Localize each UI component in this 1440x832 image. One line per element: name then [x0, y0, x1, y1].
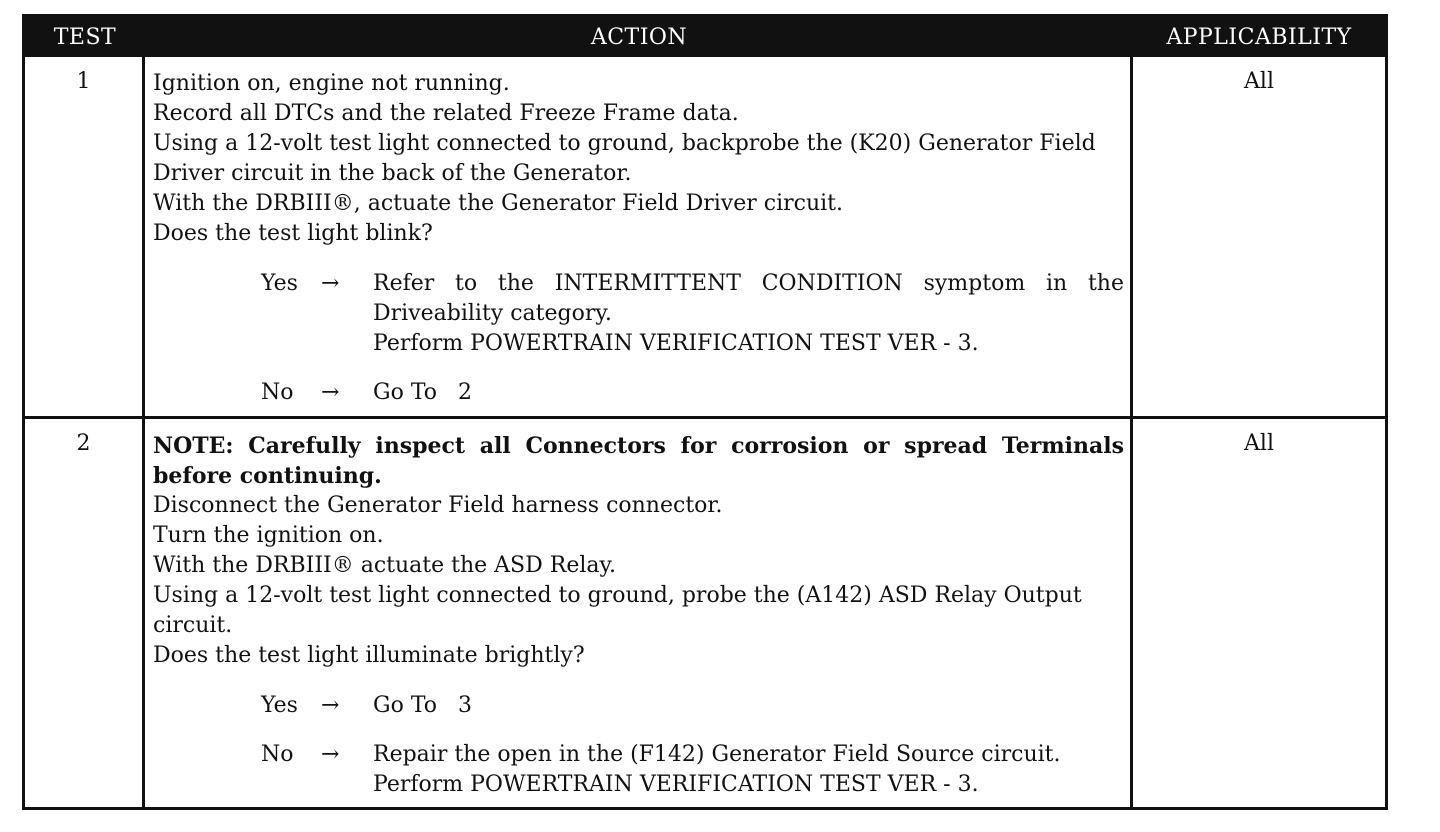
action-cell — [145, 57, 1133, 416]
action-line: Driver circuit in the back of the Generator. — [153, 161, 632, 186]
no-result — [373, 378, 1124, 408]
header-action: ACTION — [590, 24, 688, 50]
arrow-right-icon: → — [321, 271, 340, 296]
result-line: Perform POWERTRAIN VERIFICATION TEST VER - 3. — [373, 331, 979, 356]
table-header — [25, 17, 1385, 57]
result-line: Repair the open in the (F142) Generator Field Source circuit. — [373, 742, 1061, 767]
action-line: Record all DTCs and the related Freeze Frame data. — [153, 101, 739, 126]
applicability-value: All — [1244, 431, 1274, 456]
action-line: With the DRBIII®, actuate the Generator Field Driver circuit. — [153, 191, 843, 216]
note-line: before continuing. — [153, 463, 382, 489]
header-test: TEST — [53, 24, 117, 50]
arrow-right-icon: → — [321, 380, 340, 405]
result-line: Go To 2 — [373, 380, 472, 405]
no-outcome — [261, 740, 1124, 800]
action-line: Does the test light blink? — [153, 221, 433, 246]
applicability-value: All — [1244, 69, 1274, 94]
no-label: No — [261, 742, 294, 767]
note-line: NOTE: Carefully inspect all Connectors for corrosion or spread Terminals — [153, 433, 1124, 459]
action-line: Does the test light illuminate brightly? — [153, 643, 585, 668]
arrow-right-icon: → — [321, 742, 340, 767]
yes-label: Yes — [261, 271, 298, 296]
result-line: Go To 3 — [373, 693, 472, 718]
no-result — [373, 740, 1124, 800]
arrow-right-icon: → — [321, 693, 340, 718]
header-applicability: APPLICABILITY — [1166, 24, 1352, 50]
action-line: circuit. — [153, 613, 233, 638]
action-line: With the DRBIII® actuate the ASD Relay. — [153, 553, 616, 578]
action-line: Disconnect the Generator Field harness connector. — [153, 493, 723, 518]
action-cell — [145, 419, 1133, 807]
no-label: No — [261, 380, 294, 405]
yes-result — [373, 269, 1124, 359]
result-line: Perform POWERTRAIN VERIFICATION TEST VER - 3. — [373, 772, 979, 797]
result-line: Refer to the INTERMITTENT CONDITION symptom in the — [373, 271, 1124, 296]
no-outcome — [261, 378, 1124, 408]
yes-result — [373, 691, 1124, 721]
result-line: Driveability category. — [373, 301, 612, 326]
action-line: Using a 12-volt test light connected to ground, probe the (A142) ASD Relay Output — [153, 583, 1082, 608]
yes-label: Yes — [261, 693, 298, 718]
test-number: 1 — [25, 57, 145, 416]
test-number: 2 — [25, 419, 145, 807]
diagnostic-test-table — [22, 14, 1388, 810]
action-line: Turn the ignition on. — [153, 523, 384, 548]
yes-outcome — [261, 269, 1124, 359]
table-row — [25, 419, 1385, 807]
action-line: Ignition on, engine not running. — [153, 71, 510, 96]
table-row — [25, 57, 1385, 419]
action-line: Using a 12-volt test light connected to ground, backprobe the (K20) Generator Field — [153, 131, 1096, 156]
yes-outcome — [261, 691, 1124, 721]
